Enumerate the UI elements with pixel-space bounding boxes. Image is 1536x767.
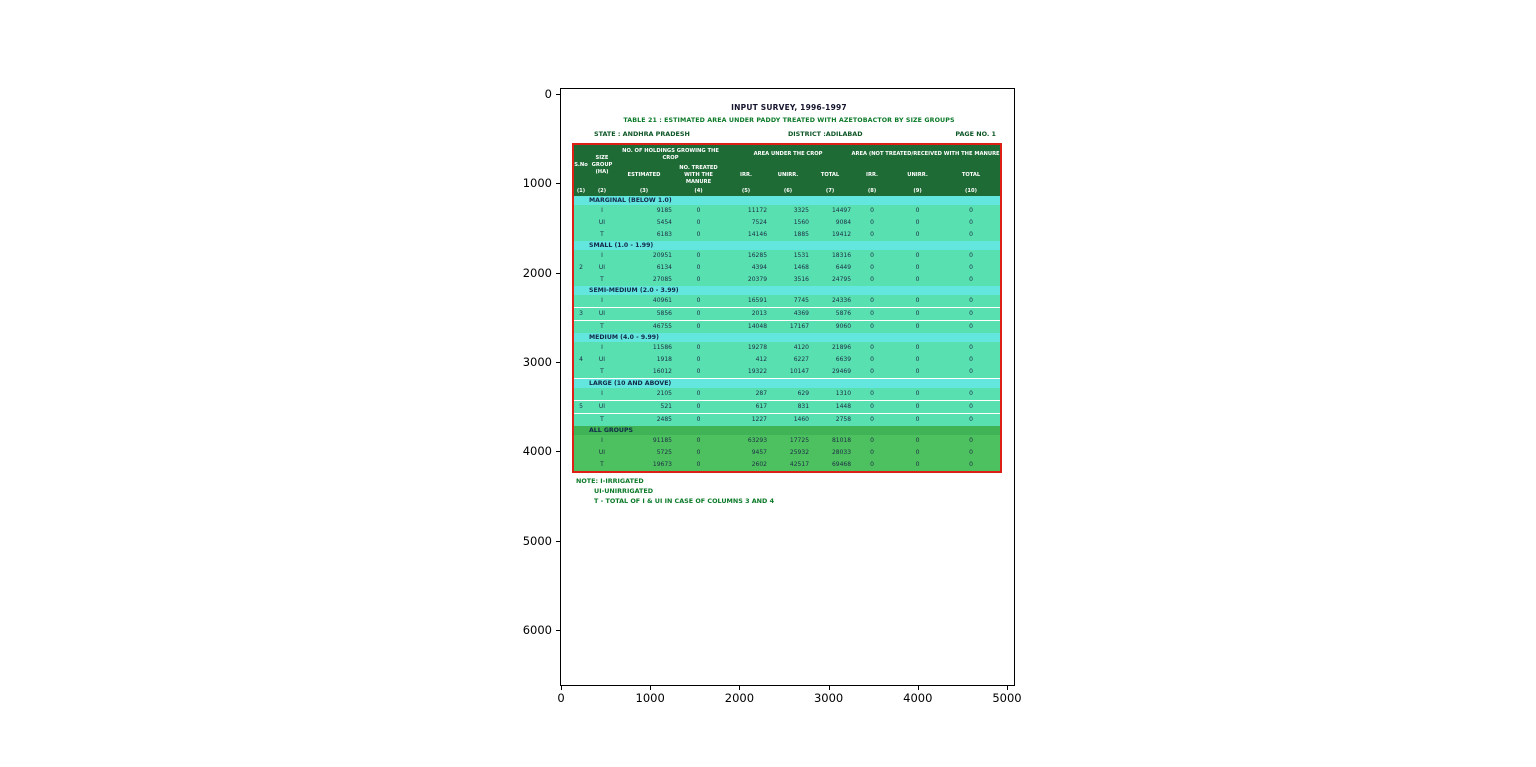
value-cell: 16591	[725, 295, 767, 308]
value-cell: 0	[893, 459, 942, 471]
header-treated-group: AREA (NOT TREATED/RECEIVED WITH THE MANURE	[851, 145, 1000, 165]
y-tick-label: 0	[544, 87, 552, 101]
row-type-cell: T	[588, 321, 616, 334]
value-cell: 9084	[809, 217, 851, 229]
value-cell: 0	[851, 435, 893, 447]
row-type-cell: UI	[588, 262, 616, 274]
value-cell: 0	[851, 217, 893, 229]
size-group-label: MARGINAL (BELOW 1.0)	[574, 196, 1000, 205]
header-no-treated: NO. TREATED WITH THE MANURE	[672, 165, 725, 186]
value-cell: 16285	[725, 250, 767, 262]
x-tick-label: 5000	[992, 691, 1022, 705]
value-cell: 18316	[809, 250, 851, 262]
serial-cell	[574, 447, 588, 459]
row-type-cell: I	[588, 205, 616, 217]
value-cell: 831	[767, 401, 809, 414]
value-cell: 6134	[616, 262, 672, 274]
value-cell: 0	[942, 262, 1000, 274]
y-tick-label: 6000	[522, 622, 552, 637]
value-cell: 11172	[725, 205, 767, 217]
value-cell: 1560	[767, 217, 809, 229]
value-cell: 0	[851, 459, 893, 471]
value-cell: 0	[893, 229, 942, 241]
value-cell: 0	[851, 274, 893, 286]
col-number: (2)	[588, 186, 616, 196]
value-cell: 4120	[767, 342, 809, 354]
value-cell: 0	[851, 205, 893, 217]
value-cell: 3325	[767, 205, 809, 217]
serial-cell	[574, 366, 588, 379]
value-cell: 0	[851, 308, 893, 321]
state-label: STATE : ANDHRA PRADESH	[594, 130, 690, 138]
value-cell: 19278	[725, 342, 767, 354]
serial-cell	[574, 229, 588, 241]
district-label: DISTRICT :ADILABAD	[788, 130, 863, 138]
value-cell: 4369	[767, 308, 809, 321]
value-cell: 0	[851, 414, 893, 427]
col-number: (9)	[893, 186, 942, 196]
value-cell: 0	[893, 354, 942, 366]
value-cell: 0	[942, 354, 1000, 366]
value-cell: 1531	[767, 250, 809, 262]
value-cell: 14497	[809, 205, 851, 217]
value-cell: 9185	[616, 205, 672, 217]
value-cell: 19673	[616, 459, 672, 471]
value-cell: 0	[942, 435, 1000, 447]
value-cell: 2485	[616, 414, 672, 427]
x-tick-mark	[1007, 685, 1008, 690]
value-cell: 0	[672, 459, 725, 471]
value-cell: 0	[851, 321, 893, 334]
value-cell: 0	[672, 205, 725, 217]
size-group-label: SEMI-MEDIUM (2.0 - 3.99)	[574, 286, 1000, 295]
header-area-unirr: UNIRR.	[767, 165, 809, 186]
value-cell: 0	[942, 414, 1000, 427]
value-cell: 0	[893, 217, 942, 229]
value-cell: 0	[672, 414, 725, 427]
x-tick-label: 4000	[903, 691, 933, 705]
col-number: (1)	[574, 186, 588, 196]
value-cell: 69468	[809, 459, 851, 471]
value-cell: 0	[942, 308, 1000, 321]
value-cell: 0	[893, 308, 942, 321]
value-cell: 0	[851, 354, 893, 366]
header-estimated: ESTIMATED	[616, 165, 672, 186]
value-cell: 63293	[725, 435, 767, 447]
value-cell: 20379	[725, 274, 767, 286]
value-cell: 0	[672, 435, 725, 447]
value-cell: 17725	[767, 435, 809, 447]
value-cell: 28033	[809, 447, 851, 459]
serial-cell	[574, 435, 588, 447]
value-cell: 0	[851, 262, 893, 274]
value-cell: 0	[851, 229, 893, 241]
value-cell: 0	[672, 274, 725, 286]
row-type-cell: I	[588, 250, 616, 262]
value-cell: 1227	[725, 414, 767, 427]
serial-cell	[574, 250, 588, 262]
value-cell: 0	[672, 262, 725, 274]
y-tick-label: 3000	[522, 354, 552, 369]
value-cell: 81018	[809, 435, 851, 447]
value-cell: 629	[767, 388, 809, 401]
header-treated-irr: IRR.	[851, 165, 893, 186]
value-cell: 0	[672, 321, 725, 334]
header-area-total: TOTAL	[809, 165, 851, 186]
value-cell: 287	[725, 388, 767, 401]
value-cell: 25932	[767, 447, 809, 459]
row-type-cell: T	[588, 459, 616, 471]
value-cell: 0	[942, 342, 1000, 354]
value-cell: 0	[942, 295, 1000, 308]
value-cell: 3516	[767, 274, 809, 286]
value-cell: 0	[672, 342, 725, 354]
serial-cell: 2	[574, 262, 588, 274]
value-cell: 17167	[767, 321, 809, 334]
value-cell: 24795	[809, 274, 851, 286]
value-cell: 46755	[616, 321, 672, 334]
document-meta-row	[572, 130, 1006, 139]
value-cell: 0	[851, 388, 893, 401]
value-cell: 7524	[725, 217, 767, 229]
y-tick-label: 2000	[522, 265, 552, 280]
x-tick-mark	[918, 685, 919, 690]
value-cell: 0	[851, 366, 893, 379]
footnote-irrigated: NOTE: I-IRRIGATED	[576, 477, 644, 486]
row-type-cell: I	[588, 295, 616, 308]
header-holdings-group: NO. OF HOLDINGS GROWING THE CROP	[616, 145, 725, 165]
header-area-irr: IRR.	[725, 165, 767, 186]
col-number: (5)	[725, 186, 767, 196]
value-cell: 0	[942, 321, 1000, 334]
value-cell: 1885	[767, 229, 809, 241]
value-cell: 0	[672, 447, 725, 459]
value-cell: 0	[893, 295, 942, 308]
document-title: INPUT SURVEY, 1996-1997	[731, 103, 847, 112]
value-cell: 6639	[809, 354, 851, 366]
value-cell: 2105	[616, 388, 672, 401]
value-cell: 0	[942, 217, 1000, 229]
value-cell: 40961	[616, 295, 672, 308]
x-tick-mark	[650, 685, 651, 690]
value-cell: 0	[672, 308, 725, 321]
size-group-label: ALL GROUPS	[574, 426, 1000, 435]
value-cell: 16012	[616, 366, 672, 379]
footnote-block	[572, 476, 1006, 506]
serial-cell: 4	[574, 354, 588, 366]
x-tick-mark	[829, 685, 830, 690]
value-cell: 21896	[809, 342, 851, 354]
header-size-group: SIZE GROUP (HA)	[588, 145, 616, 186]
value-cell: 19412	[809, 229, 851, 241]
row-type-cell: UI	[588, 354, 616, 366]
value-cell: 0	[893, 435, 942, 447]
value-cell: 0	[672, 295, 725, 308]
size-group-label: LARGE (10 AND ABOVE)	[574, 379, 1000, 389]
row-type-cell: I	[588, 342, 616, 354]
row-type-cell: T	[588, 414, 616, 427]
row-type-cell: UI	[588, 217, 616, 229]
value-cell: 617	[725, 401, 767, 414]
value-cell: 6449	[809, 262, 851, 274]
value-cell: 1918	[616, 354, 672, 366]
value-cell: 412	[725, 354, 767, 366]
y-tick-mark	[556, 273, 561, 274]
value-cell: 0	[893, 342, 942, 354]
survey-table-frame	[572, 143, 1002, 473]
plot-axes	[522, 87, 1022, 705]
serial-cell	[574, 388, 588, 401]
value-cell: 27085	[616, 274, 672, 286]
serial-cell	[574, 459, 588, 471]
col-number: (8)	[851, 186, 893, 196]
value-cell: 1310	[809, 388, 851, 401]
value-cell: 7745	[767, 295, 809, 308]
x-tick-mark	[561, 685, 562, 690]
serial-cell	[574, 217, 588, 229]
serial-cell	[574, 205, 588, 217]
x-tick-label: 0	[557, 691, 565, 705]
row-type-cell: UI	[588, 308, 616, 321]
value-cell: 1460	[767, 414, 809, 427]
x-tick-label: 3000	[813, 691, 844, 705]
value-cell: 1448	[809, 401, 851, 414]
x-tick-mark	[739, 685, 740, 690]
header-treated-unirr: UNIRR.	[893, 165, 942, 186]
value-cell: 0	[893, 321, 942, 334]
value-cell: 0	[893, 205, 942, 217]
value-cell: 11586	[616, 342, 672, 354]
row-type-cell: UI	[588, 447, 616, 459]
y-tick-mark	[556, 630, 561, 631]
row-type-cell: T	[588, 229, 616, 241]
value-cell: 0	[942, 274, 1000, 286]
value-cell: 14146	[725, 229, 767, 241]
x-tick-label: 2000	[724, 691, 755, 705]
value-cell: 2013	[725, 308, 767, 321]
value-cell: 0	[672, 388, 725, 401]
value-cell: 0	[942, 447, 1000, 459]
value-cell: 0	[672, 354, 725, 366]
value-cell: 20951	[616, 250, 672, 262]
value-cell: 0	[893, 414, 942, 427]
header-area-group: AREA UNDER THE CROP	[725, 145, 851, 165]
value-cell: 0	[851, 401, 893, 414]
value-cell: 0	[672, 401, 725, 414]
value-cell: 0	[851, 342, 893, 354]
value-cell: 0	[893, 262, 942, 274]
footnote-total: T - TOTAL OF I & UI IN CASE OF COLUMNS 3 AND 4	[594, 497, 775, 506]
serial-cell: 3	[574, 308, 588, 321]
col-number: (3)	[616, 186, 672, 196]
value-cell: 10147	[767, 366, 809, 379]
value-cell: 91185	[616, 435, 672, 447]
value-cell: 24336	[809, 295, 851, 308]
value-cell: 0	[893, 274, 942, 286]
col-number: (10)	[942, 186, 1000, 196]
serial-cell	[574, 274, 588, 286]
value-cell: 0	[893, 366, 942, 379]
value-cell: 0	[893, 401, 942, 414]
value-cell: 5725	[616, 447, 672, 459]
value-cell: 14048	[725, 321, 767, 334]
footnote-unirrigated: UI-UNIRRIGATED	[594, 487, 654, 496]
value-cell: 0	[893, 388, 942, 401]
value-cell: 9457	[725, 447, 767, 459]
row-type-cell: T	[588, 274, 616, 286]
col-number: (7)	[809, 186, 851, 196]
y-tick-label: 4000	[522, 444, 552, 459]
serial-cell	[574, 321, 588, 334]
value-cell: 0	[672, 250, 725, 262]
value-cell: 29469	[809, 366, 851, 379]
value-cell: 0	[672, 217, 725, 229]
value-cell: 1468	[767, 262, 809, 274]
x-tick-label: 1000	[635, 691, 665, 705]
value-cell: 5856	[616, 308, 672, 321]
value-cell: 42517	[767, 459, 809, 471]
serial-cell	[574, 295, 588, 308]
serial-cell	[574, 414, 588, 427]
document-subtitle: TABLE 21 : ESTIMATED AREA UNDER PADDY TREATED WITH AZETOBACTOR BY SIZE GROUPS	[623, 117, 955, 124]
value-cell: 0	[942, 459, 1000, 471]
value-cell: 0	[942, 229, 1000, 241]
value-cell: 0	[672, 366, 725, 379]
survey-table	[574, 145, 1000, 471]
value-cell: 0	[942, 401, 1000, 414]
y-tick-mark	[556, 183, 561, 184]
y-tick-label: 1000	[522, 176, 552, 191]
y-tick-label: 5000	[522, 533, 552, 548]
value-cell: 6183	[616, 229, 672, 241]
value-cell: 0	[851, 447, 893, 459]
value-cell: 5876	[809, 308, 851, 321]
y-tick-mark	[556, 541, 561, 542]
value-cell: 521	[616, 401, 672, 414]
survey-document	[572, 101, 1006, 506]
row-type-cell: I	[588, 388, 616, 401]
value-cell: 9060	[809, 321, 851, 334]
y-tick-mark	[556, 362, 561, 363]
value-cell: 19322	[725, 366, 767, 379]
value-cell: 0	[893, 447, 942, 459]
size-group-label: MEDIUM (4.0 - 9.99)	[574, 333, 1000, 342]
row-type-cell: UI	[588, 401, 616, 414]
value-cell: 0	[942, 388, 1000, 401]
header-treated-total: TOTAL	[942, 165, 1000, 186]
y-tick-mark	[556, 451, 561, 452]
page-number-label: PAGE NO. 1	[955, 130, 996, 138]
value-cell: 0	[942, 366, 1000, 379]
row-type-cell: T	[588, 366, 616, 379]
header-sno: S.No	[574, 145, 588, 186]
value-cell: 2602	[725, 459, 767, 471]
serial-cell: 5	[574, 401, 588, 414]
value-cell: 0	[942, 205, 1000, 217]
row-type-cell: I	[588, 435, 616, 447]
value-cell: 4394	[725, 262, 767, 274]
value-cell: 5454	[616, 217, 672, 229]
value-cell: 6227	[767, 354, 809, 366]
serial-cell	[574, 342, 588, 354]
col-number: (4)	[672, 186, 725, 196]
value-cell: 0	[672, 229, 725, 241]
col-number: (6)	[767, 186, 809, 196]
value-cell: 0	[893, 250, 942, 262]
value-cell: 0	[851, 250, 893, 262]
value-cell: 0	[942, 250, 1000, 262]
value-cell: 2758	[809, 414, 851, 427]
value-cell: 0	[851, 295, 893, 308]
y-tick-mark	[556, 94, 561, 95]
size-group-label: SMALL (1.0 - 1.99)	[574, 241, 1000, 250]
